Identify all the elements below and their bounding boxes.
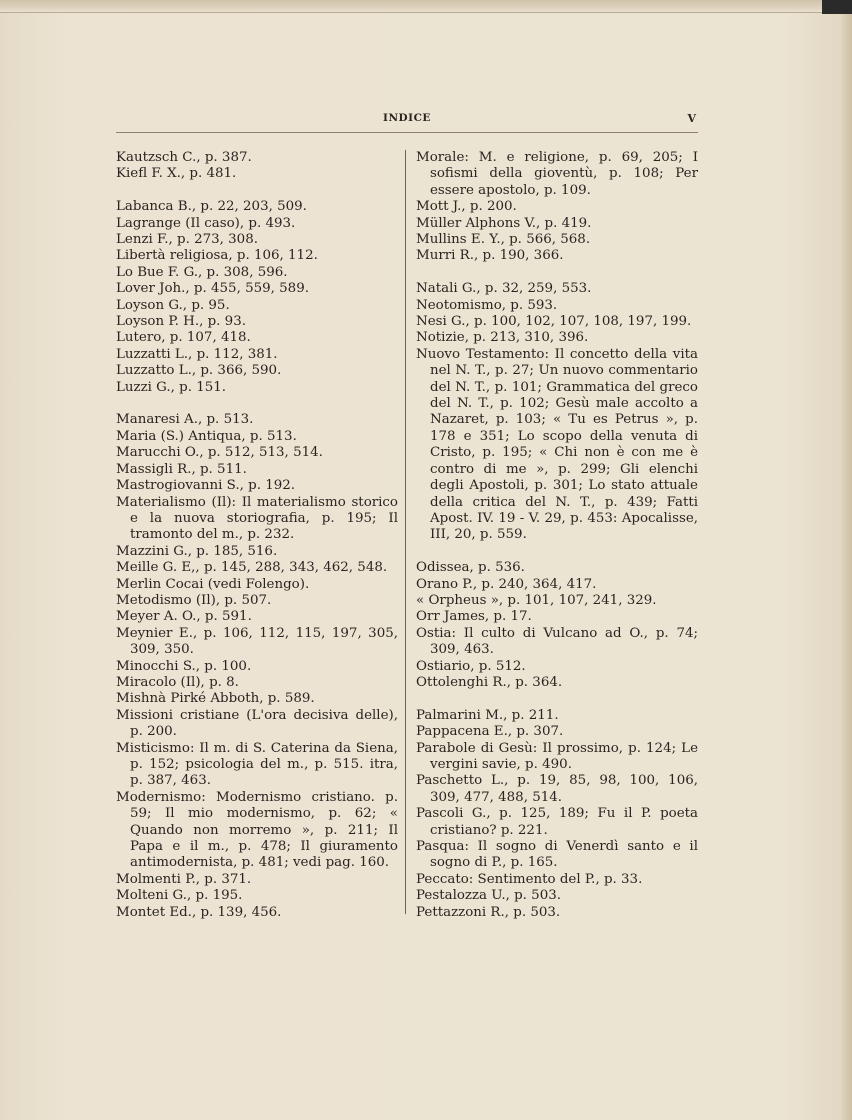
index-entry: Loyson P. H., p. 93. <box>116 314 246 330</box>
index-entry: Parabole di Gesù: Il prossimo, p. 124; Le vergini savie, p. 490. <box>416 740 698 772</box>
index-entry: Lover Joh., p. 455, 559, 589. <box>116 281 309 297</box>
page-number: V <box>687 112 696 125</box>
page-right-edge <box>842 14 852 1120</box>
index-entry: Massigli R., p. 511. <box>116 461 247 477</box>
index-entry: Mastrogiovanni S., p. 192. <box>116 478 296 494</box>
index-entry: Ottolenghi R., p. 364. <box>416 674 563 690</box>
index-entry: Misticismo: Il m. di S. Caterina da Siena, p. 152; psicologia del m., p. 515. itra, p. 387, 463. <box>116 740 398 789</box>
index-entry: Mullins E. Y., p. 566, 568. <box>416 232 591 248</box>
index-entry: Orr James, p. 17. <box>416 609 532 625</box>
index-entry: Natali G., p. 32, 259, 553. <box>416 281 592 297</box>
index-entry: Lo Bue F. G., p. 308, 596. <box>116 264 288 280</box>
index-entry: Pappacena E., p. 307. <box>416 724 564 740</box>
index-entry: Ostiario, p. 512. <box>416 658 526 674</box>
index-entry: Montet Ed., p. 139, 456. <box>116 904 282 920</box>
index-entry: Neotomismo, p. 593. <box>416 297 558 313</box>
index-entry: Molmenti P., p. 371. <box>116 871 252 887</box>
index-entry: Luzzatto L., p. 366, 590. <box>116 363 282 379</box>
index-entry: Palmarini M., p. 211. <box>416 707 559 723</box>
index-entry: Mazzini G., p. 185, 516. <box>116 543 278 559</box>
index-column-left <box>116 150 398 921</box>
page-top-edge <box>0 0 852 13</box>
index-entry: Odissea, p. 536. <box>416 560 525 576</box>
index-entry: Peccato: Sentimento del P., p. 33. <box>416 871 643 887</box>
index-entry: Pestalozza U., p. 503. <box>416 888 561 904</box>
index-entry: Kautzsch C., p. 387. <box>116 150 252 165</box>
index-entry: Merlin Cocai (vedi Folengo). <box>116 576 310 592</box>
index-entry: Kiefl F. X., p. 481. <box>116 166 237 182</box>
index-entry: Mishnà Pirké Abboth, p. 589. <box>116 691 315 707</box>
index-entry: Murri R., p. 190, 366. <box>416 248 564 264</box>
index-entry: « Orpheus », p. 101, 107, 241, 329. <box>416 592 657 608</box>
index-entry: Pettazzoni R., p. 503. <box>416 904 561 920</box>
index-entry: Pascoli G., p. 125, 189; Fu il P. poeta cristiano? p. 221. <box>416 806 698 838</box>
index-entry: Paschetto L., p. 19, 85, 98, 100, 106, 309, 477, 488, 514. <box>416 773 698 805</box>
index-entry: Miracolo (Il), p. 8. <box>116 674 239 690</box>
index-entry: Lagrange (Il caso), p. 493. <box>116 215 296 231</box>
running-header <box>116 112 698 132</box>
index-entry: Pasqua: Il sogno di Venerdì santo e il sogno di P., p. 165. <box>416 839 698 871</box>
index-entry: Modernismo: Modernismo cristiano. p. 59; Il mio modernismo, p. 62; « Quando non morremo », p. 211; Il Papa e il m., p. 478; Il giuramento antimodernista, p. 481; vedi pag. 160. <box>116 789 398 871</box>
running-title: INDICE <box>383 112 431 124</box>
index-entry: Marucchi O., p. 512, 513, 514. <box>116 445 323 461</box>
index-entry: Labanca B., p. 22, 203, 509. <box>116 199 307 215</box>
index-entry: Luzzi G., p. 151. <box>116 379 227 395</box>
index-entry: Loyson G., p. 95. <box>116 297 230 313</box>
index-entry: Metodismo (Il), p. 507. <box>116 592 272 608</box>
index-entry: Müller Alphons V., p. 419. <box>416 215 592 231</box>
index-entry: Ostia: Il culto di Vulcano ad O., p. 74; 309, 463. <box>416 625 698 658</box>
index-entry: Minocchi S., p. 100. <box>116 658 252 674</box>
index-entry: Mott J., p. 200. <box>416 199 517 215</box>
index-column-right <box>416 150 698 921</box>
index-entry: Lutero, p. 107, 418. <box>116 330 251 346</box>
index-entry: Luzzatti L., p. 112, 381. <box>116 346 278 362</box>
index-entry: Maria (S.) Antiqua, p. 513. <box>116 428 297 444</box>
index-entry: Missioni cristiane (L'ora decisiva delle), p. 200. <box>116 707 398 740</box>
index-entry: Morale: M. e religione, p. 69, 205; I sofismi della gioventù, p. 108; Per essere apostolo, p. 109. <box>416 150 698 198</box>
index-entry: Libertà religiosa, p. 106, 112. <box>116 248 318 264</box>
index-entry: Nesi G., p. 100, 102, 107, 108, 197, 199. <box>416 314 692 330</box>
index-entry: Notizie, p. 213, 310, 396. <box>416 330 589 346</box>
index-entry: Molteni G., p. 195. <box>116 888 243 904</box>
scan-background-corner <box>822 0 852 14</box>
column-divider <box>405 150 406 914</box>
index-entry: Meynier E., p. 106, 112, 115, 197, 305, 309, 350. <box>116 625 398 658</box>
index-entry: Manaresi A., p. 513. <box>116 412 254 428</box>
index-entry: Meille G. E,, p. 145, 288, 343, 462, 548. <box>116 560 388 576</box>
index-entry: Nuovo Testamento: Il concetto della vita nel N. T., p. 27; Un nuovo commentario del N. T., p. 101; Grammatica del greco del N. T., p. 102; Gesù male accolto a Nazaret, p. 103; « Tu es Petrus », p. 178 e 351; Lo scopo della venuta di Cristo, p. 195; « Chi non è con me è contro di me », p. 299; Gli elenchi degli Apostoli, p. 301; Lo stato attuale della critica del N. T., p. 439; Fatti Apost. IV. 19 - V. 29, p. 453: Apocalisse, III, 20, p. 559. <box>416 346 698 543</box>
index-entry: Lenzi F., p. 273, 308. <box>116 232 258 248</box>
index-entry: Materialismo (Il): Il materialismo storico e la nuova storiografia, p. 195; Il tramonto del m., p. 232. <box>116 494 398 543</box>
index-entry: Meyer A. O., p. 591. <box>116 609 252 625</box>
header-rule <box>116 132 698 133</box>
index-entry: Orano P., p. 240, 364, 417. <box>416 576 597 592</box>
